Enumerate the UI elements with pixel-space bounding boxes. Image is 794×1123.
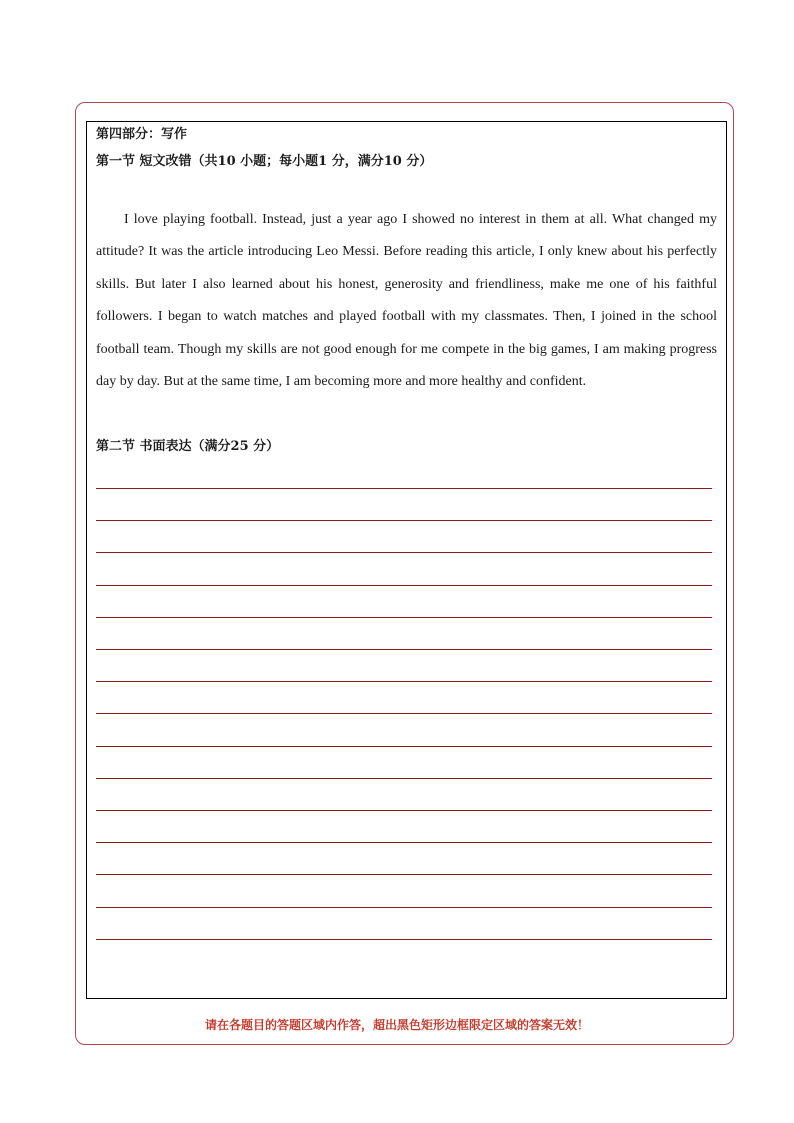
writing-line[interactable] [96,746,712,747]
writing-line[interactable] [96,488,712,489]
writing-line[interactable] [96,552,712,553]
writing-line[interactable] [96,681,712,682]
section2-title: 第二节 书面表达（满分25 分） [96,439,280,454]
error-correction-passage: I love playing football. Instead, just a year ago I showed no interest in them at all. What changed my attitude? It was the article introducing Leo Messi. Before reading this article, I only knew about his perfectly skills. But later I also learned about his honest, generosity and friendliness, make me one of his faithful followers. I began to watch matches and played football with my classmates. Then, I joined in the school football team. Though my skills are not good enough for me compete in the big games, I am making progress day by day. But at the same time, I am becoming more and more healthy and confident. [96,212,717,390]
writing-line[interactable] [96,810,712,811]
section1-title: 第一节 短文改错（共10 小题；每小题1 分，满分10 分） [96,154,433,169]
part-title: 第四部分：写作 [96,127,188,142]
writing-line[interactable] [96,778,712,779]
writing-line[interactable] [96,617,712,618]
writing-line[interactable] [96,874,712,875]
writing-line[interactable] [96,649,712,650]
writing-line[interactable] [96,907,712,908]
writing-line[interactable] [96,939,712,940]
writing-line[interactable] [96,520,712,521]
writing-line[interactable] [96,585,712,586]
writing-line[interactable] [96,713,712,714]
footer-warning: 请在各题目的答题区域内作答，超出黑色矩形边框限定区域的答案无效！ [204,1018,589,1032]
writing-line[interactable] [96,842,712,843]
